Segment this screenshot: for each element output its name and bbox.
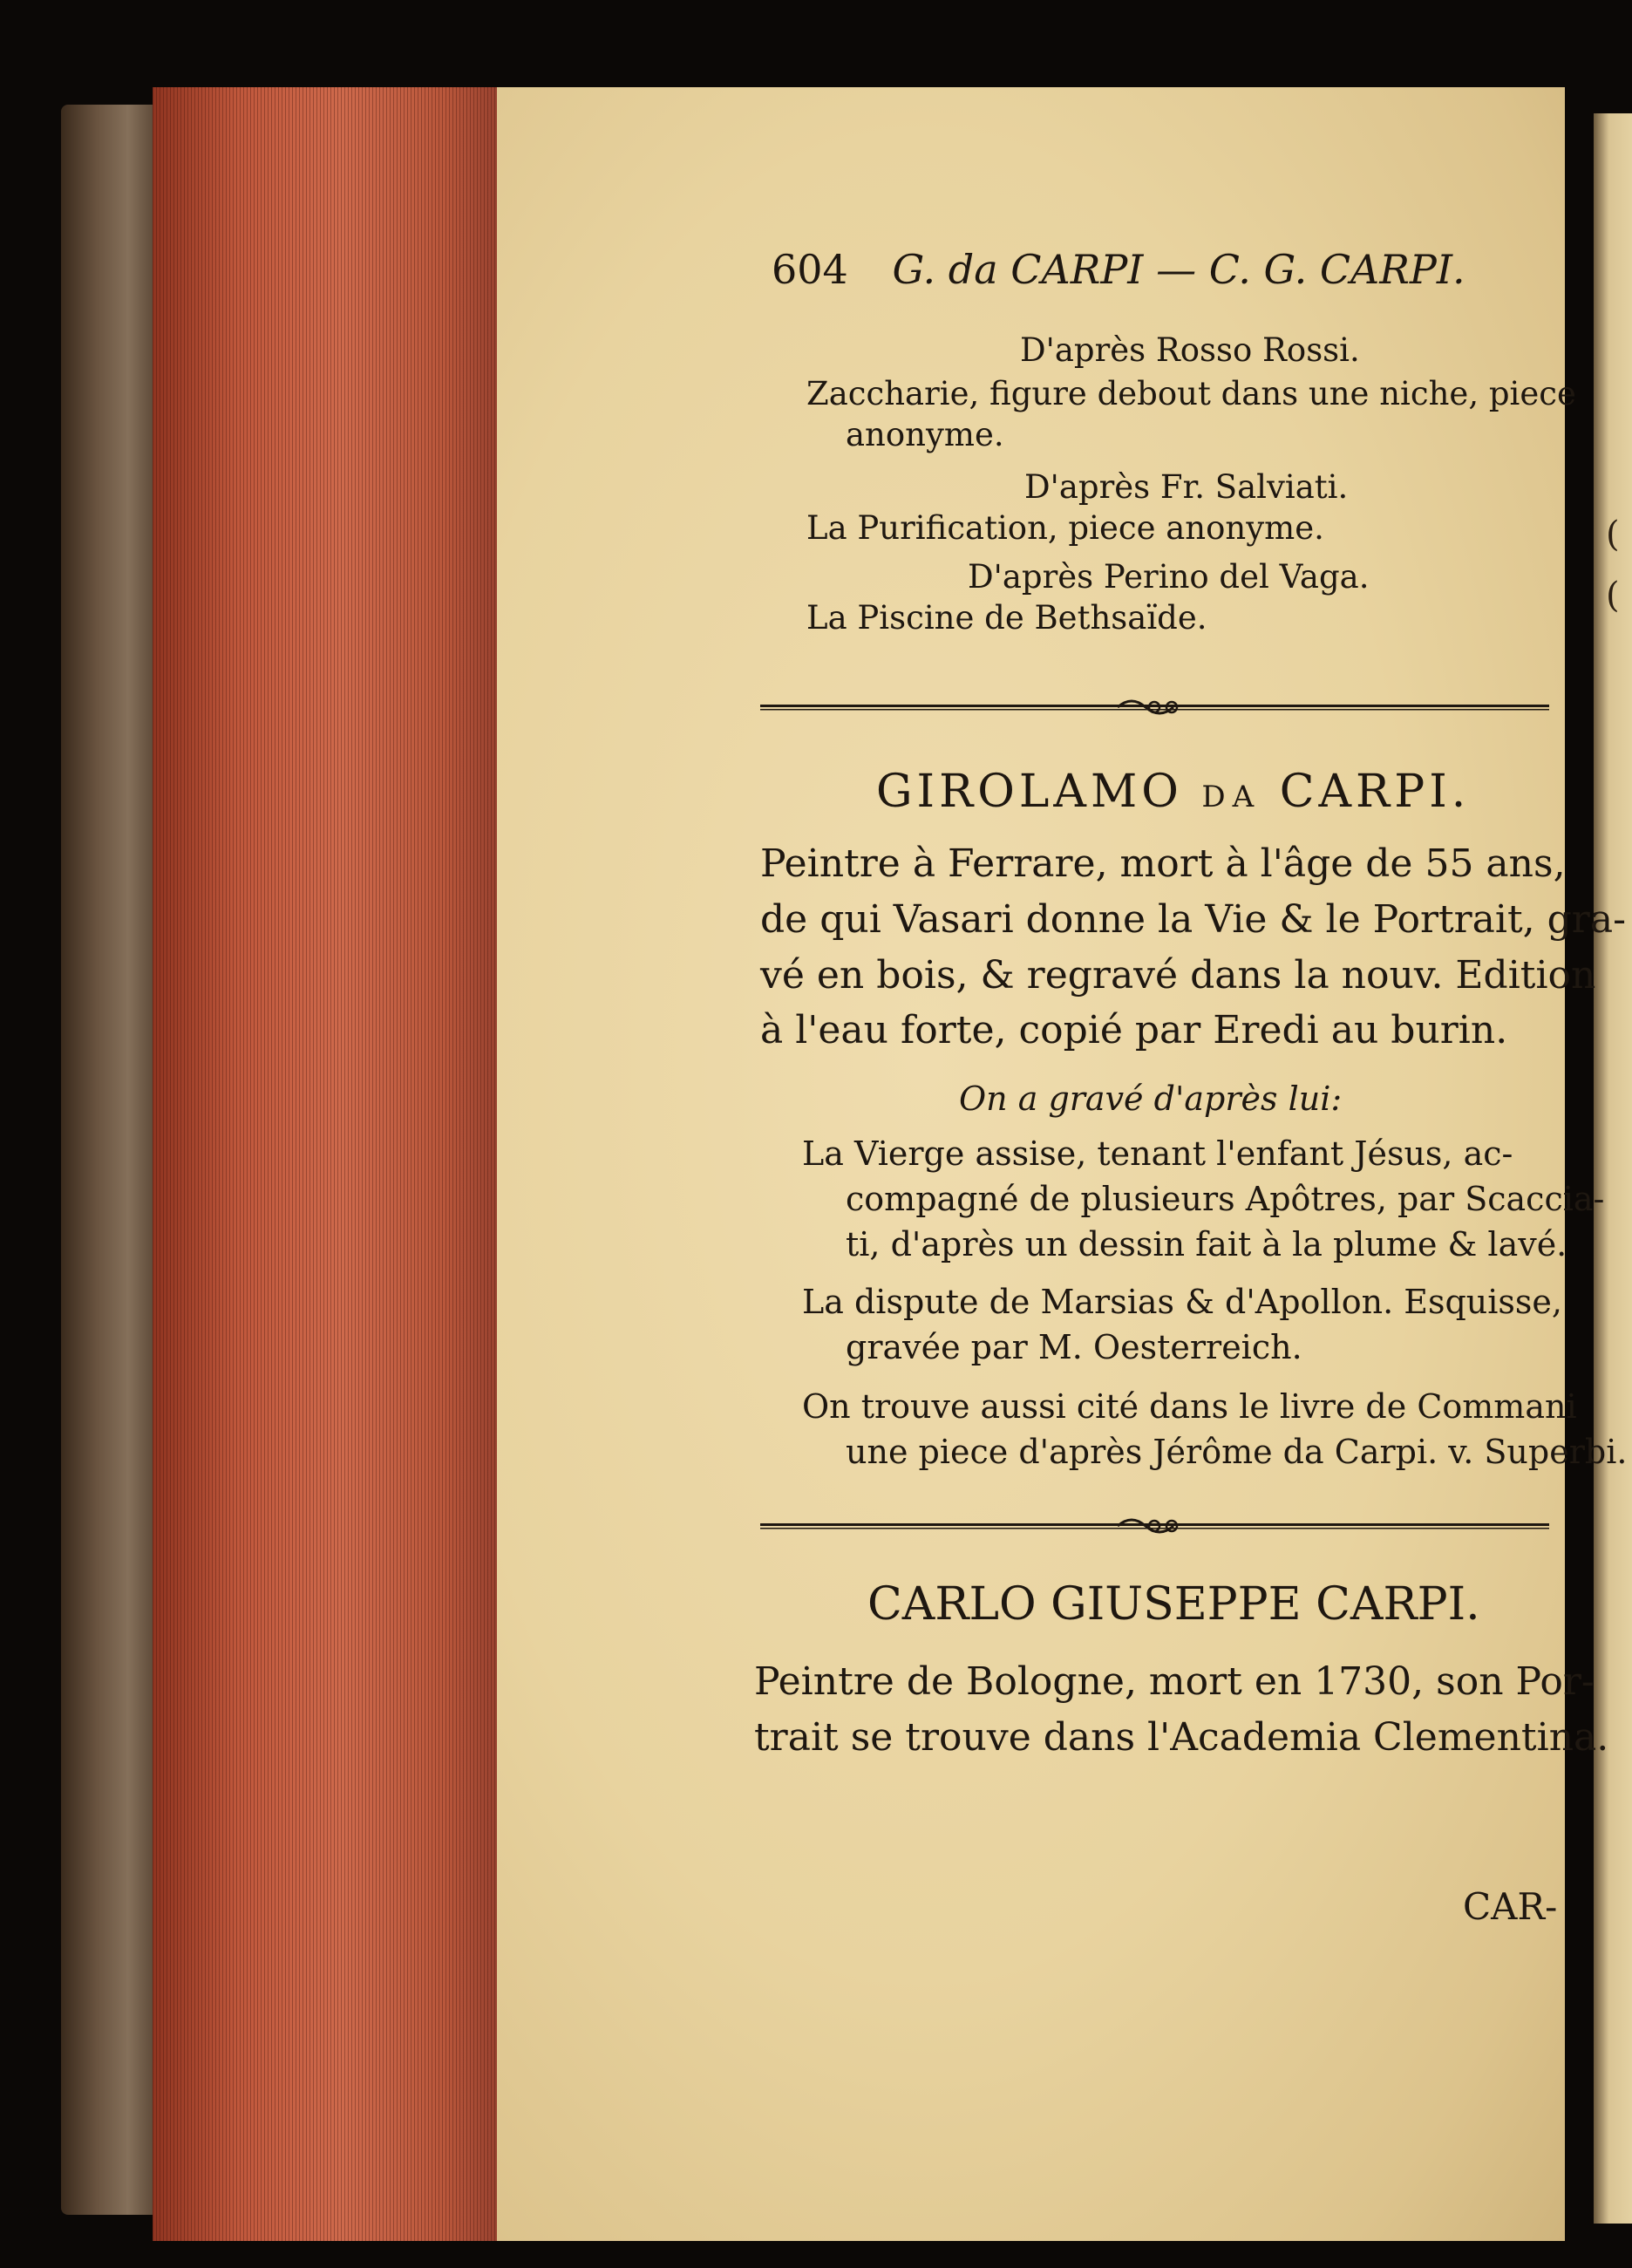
page-number: 604: [772, 246, 848, 293]
running-title: G. da CARPI — C. G. CARPI.: [892, 246, 1465, 293]
bio-line: Peintre à Ferrare, mort à l'âge de 55 ans,: [760, 841, 1566, 886]
title-word: DA: [1201, 780, 1261, 814]
section-title-carlo: CARLO GIUSEPPE CARPI.: [867, 1578, 1480, 1631]
work-line: compagné de plusieurs Apôtres, par Scaccia-: [846, 1180, 1605, 1218]
page-fore-edge: [153, 87, 497, 2241]
work-line: La dispute de Marsias & d'Apollon. Esquisse,: [802, 1283, 1562, 1321]
facing-page-fragment: (: [1606, 514, 1620, 555]
bio-line: de qui Vasari donne la Vie & le Portrait, gra-: [760, 897, 1626, 942]
bio-line: à l'eau forte, copié par Eredi au burin.: [760, 1008, 1508, 1052]
entry-line: La Piscine de Bethsaïde.: [806, 599, 1207, 637]
title-word: CARPI.: [1279, 766, 1471, 818]
attribution-line: D'après Rosso Rossi.: [1020, 331, 1360, 369]
section-title-girolamo: [876, 766, 1470, 818]
work-line: La Vierge assise, tenant l'enfant Jésus, ac-: [802, 1134, 1513, 1173]
work-line: ti, d'après un dessin fait à la plume & lavé.: [846, 1225, 1567, 1263]
facing-page-sliver: [1594, 113, 1632, 2224]
facing-page-fragment: (: [1606, 576, 1620, 616]
bio-line: Peintre de Bologne, mort en 1730, son Por-: [754, 1659, 1595, 1704]
attribution-line: D'après Perino del Vaga.: [968, 558, 1370, 596]
entry-line: La Purification, piece anonyme.: [806, 509, 1324, 547]
ornamental-rule: [760, 1514, 1549, 1538]
entry-line: Zaccharie, figure debout dans une niche, piece: [806, 375, 1576, 412]
bio-line: trait se trouve dans l'Academia Clementina.: [754, 1715, 1609, 1760]
ornamental-rule: [760, 695, 1549, 719]
work-line: gravée par M. Oesterreich.: [846, 1328, 1302, 1366]
catchword: CAR-: [1463, 1885, 1558, 1928]
work-line: On trouve aussi cité dans le livre de Commani: [802, 1387, 1577, 1426]
title-word: GIROLAMO: [876, 766, 1183, 818]
entry-line: anonyme.: [846, 416, 1004, 453]
attribution-line: D'après Fr. Salviati.: [1024, 468, 1349, 506]
bio-line: vé en bois, & regravé dans la nouv. Edition: [760, 953, 1596, 998]
work-line: une piece d'après Jérôme da Carpi. v. Superbi.: [846, 1433, 1628, 1471]
running-header: [772, 246, 1465, 293]
engraved-heading: On a gravé d'après lui:: [959, 1080, 1343, 1118]
